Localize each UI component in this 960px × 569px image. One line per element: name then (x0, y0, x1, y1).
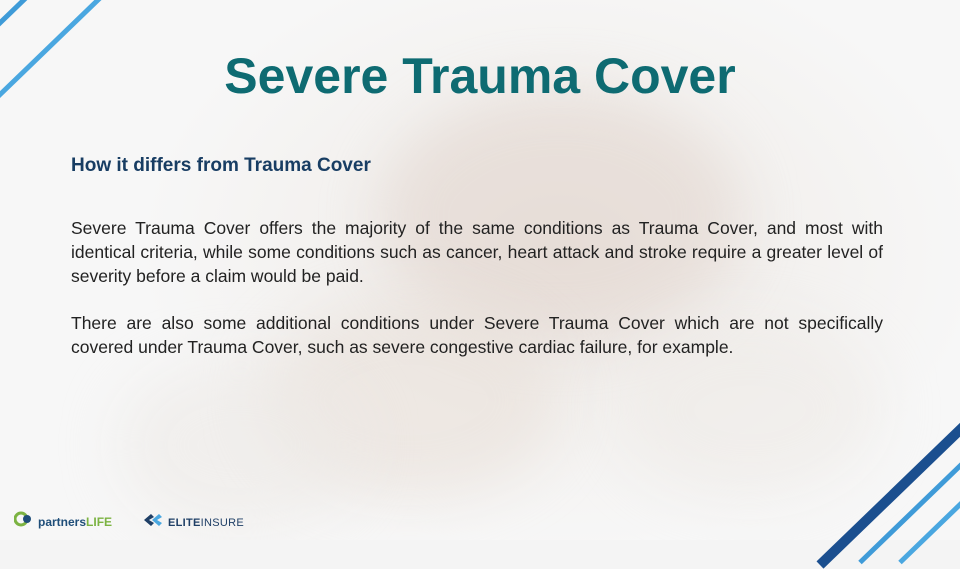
body-paragraph: Severe Trauma Cover offers the majority of the same conditions as Trauma Cover, and most with identical criteria, while some conditions such as cancer, heart attack and stroke require a greater level of severity before a claim would be paid. (71, 218, 883, 286)
elite-insure-logo (142, 513, 244, 532)
partners-life-wordmark-suffix: LIFE (86, 514, 113, 529)
partners-life-icon (14, 511, 34, 532)
slide-title: Severe Trauma Cover (224, 48, 736, 104)
slide-subtitle: How it differs from Trauma Cover (71, 155, 371, 176)
elite-insure-wordmark-suffix: INSURE (200, 516, 245, 529)
partners-life-logo (14, 511, 112, 532)
footer-logos (0, 504, 960, 540)
elite-insure-wordmark: ELITE (168, 516, 201, 529)
body-paragraph: There are also some additional conditions under Severe Trauma Cover which are not specifically covered under Trauma Cover, such as severe congestive cardiac failure, for example. (71, 313, 883, 357)
elite-insure-icon (142, 513, 164, 532)
partners-life-wordmark: partners (38, 514, 87, 529)
